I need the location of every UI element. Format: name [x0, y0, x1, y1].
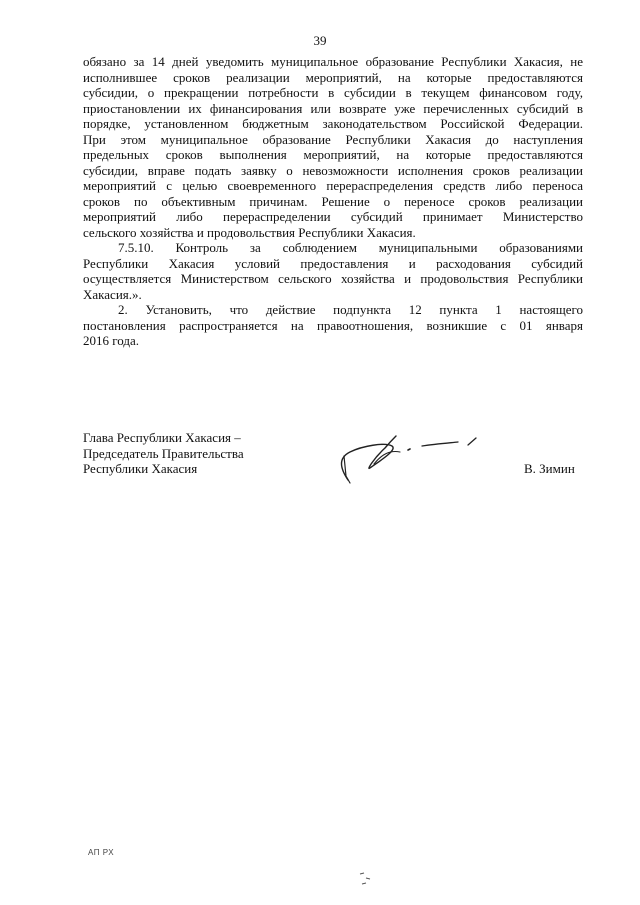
signatory-title-line: Председатель Правительства	[83, 445, 244, 461]
body-line: предельных сроков выполнения мероприятий, на которые предоставляются	[83, 147, 583, 162]
archive-stamp-mark: АП РХ	[88, 848, 115, 857]
signatory-name: В. Зимин	[524, 461, 575, 476]
body-line: субсидии, о прекращении потребности в субсидии в текущем финансовом году,	[83, 85, 583, 100]
body-line: 2. Установить, что действие подпункта 12 пункта 1 настоящего	[118, 302, 583, 317]
body-line: мероприятий с целью своевременного перераспределения средств либо переноса	[83, 178, 583, 193]
body-line: обязано за 14 дней уведомить муниципальное образование Республики Хакасия, не	[83, 54, 583, 69]
body-line: приостановлении их финансирования или возврате уже перечисленных субсидий в	[83, 100, 583, 116]
document-body	[83, 54, 583, 349]
body-line: субсидии, вправе подать заявку о невозможности исполнения сроков реализации	[83, 162, 583, 178]
signatory-title	[83, 430, 244, 477]
page-number: 39	[313, 33, 327, 48]
body-line: постановления распространяется на правоотношения, возникшие с 01 января	[83, 317, 583, 333]
signatory-title-line: Глава Республики Хакасия –	[83, 430, 241, 445]
body-line: Хакасия.».	[83, 286, 142, 302]
signatory-title-line: Республики Хакасия	[83, 461, 198, 476]
body-line: 7.5.10. Контроль за соблюдением муниципальными образованиями	[118, 240, 583, 255]
body-line: сроков по объективным причинам. Решение о переносе сроков реализации	[83, 193, 583, 209]
body-line: исполнившее сроков реализации мероприятий, на которые предоставляются	[83, 69, 583, 85]
body-line: порядке, установленном бюджетным законодательством Российской Федерации.	[83, 116, 583, 131]
body-line: 2016 года.	[83, 333, 140, 348]
scan-artifact	[350, 870, 380, 890]
handwritten-signature	[330, 428, 490, 493]
body-line: мероприятий либо перераспределении субсидий принимает Министерство	[83, 209, 583, 224]
body-line: При этом муниципальное образование Республики Хакасия до наступления	[83, 131, 583, 147]
body-line: сельского хозяйства и продовольствия Республики Хакасия.	[83, 224, 416, 240]
body-line: осуществляется Министерством сельского хозяйства и продовольствия Республики	[83, 271, 583, 286]
body-line: Республики Хакасия условий предоставления и расходования субсидий	[83, 255, 583, 271]
